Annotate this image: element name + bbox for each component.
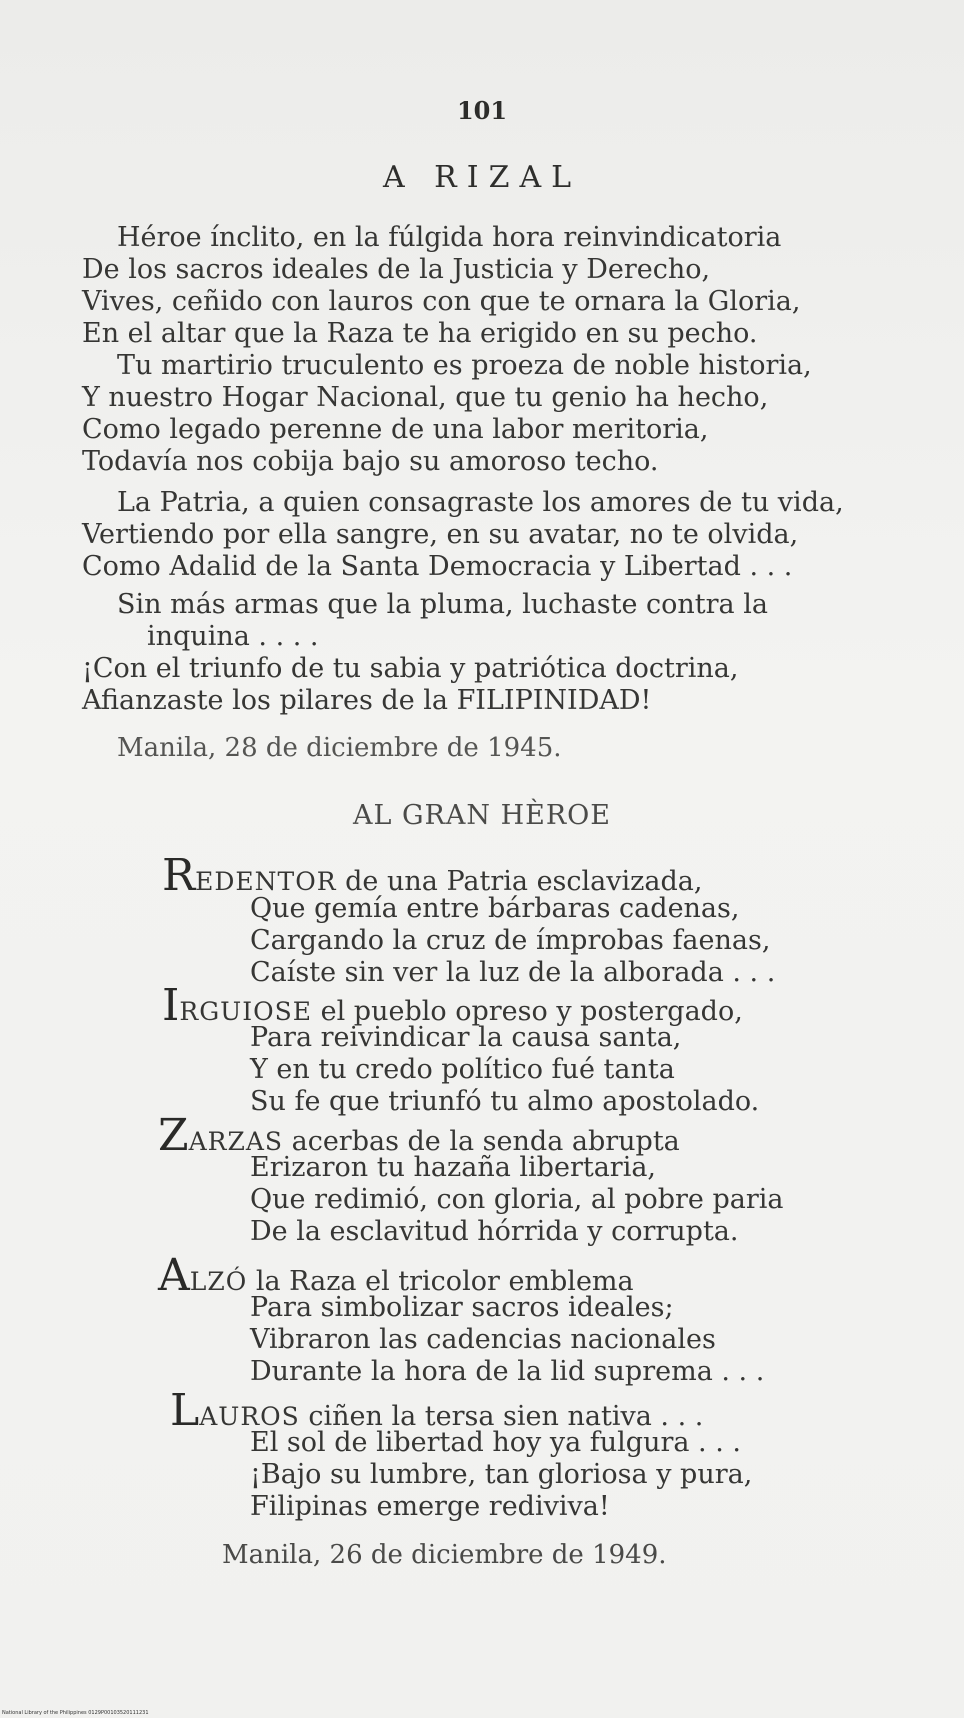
capitalized-word: ARZAS (188, 1127, 284, 1156)
line-rest: el pueblo opreso y postergado, (312, 996, 743, 1027)
verse-line: Caíste sin ver la luz de la alborada . . . (250, 957, 776, 988)
page-number: 101 (456, 96, 508, 125)
poem-date: Manila, 26 de diciembre de 1949. (222, 1540, 667, 1570)
poem-title-al-gran-heroe: AL GRAN HÈROE (352, 800, 612, 831)
verse-line: Afianzaste los pilares de la FILIPINIDAD! (82, 685, 652, 716)
capitalized-word: RGUIOSE (179, 997, 313, 1026)
verse-line: De la esclavitud hórrida y corrupta. (250, 1216, 739, 1247)
verse-line: Vives, ceñido con lauros con que te ornara la Gloria, (82, 286, 801, 317)
line-rest: ciñen la tersa sien nativa . . . (299, 1401, 704, 1432)
verse-line: Durante la hora de la lid suprema . . . (250, 1356, 765, 1387)
verse-line: Que redimió, con gloria, al pobre paria (250, 1184, 784, 1215)
verse-line: Para simbolizar sacros ideales; (250, 1292, 674, 1323)
verse-line: inquina . . . . (147, 621, 319, 652)
verse-line: De los sacros ideales de la Justicia y Derecho, (82, 254, 711, 285)
capitalized-word: AUROS (199, 1402, 300, 1431)
capitalized-word: EDENTOR (195, 867, 337, 896)
line-rest: la Raza el tricolor emblema (247, 1266, 634, 1297)
verse-line: ¡Bajo su lumbre, tan gloriosa y pura, (250, 1459, 753, 1490)
verse-line: Todavía nos cobija bajo su amoroso techo. (82, 446, 659, 477)
verse-line: Su fe que triunfó tu almo apostolado. (250, 1086, 760, 1117)
poem-title-a-rizal: A RIZAL (382, 160, 582, 195)
drop-cap-initial: Z (158, 1110, 189, 1161)
drop-cap-initial: A (158, 1250, 190, 1301)
verse-line: Vibraron las cadencias nacionales (250, 1324, 716, 1355)
verse-line: Héroe ínclito, en la fúlgida hora reinvindicatoria (117, 222, 782, 253)
line-rest: acerbas de la senda abrupta (283, 1126, 680, 1157)
verse-line: En el altar que la Raza te ha erigido en su pecho. (82, 318, 758, 349)
library-footer: National Library of the Philippines 0129P00103520111231 (2, 1710, 149, 1716)
verse-line: Filipinas emerge rediviva! (250, 1491, 610, 1522)
poem-date: Manila, 28 de diciembre de 1945. (117, 733, 562, 763)
verse-line: Cargando la cruz de ímprobas faenas, (250, 925, 771, 956)
verse-line: Como Adalid de la Santa Democracia y Libertad . . . (82, 551, 793, 582)
verse-line: Vertiendo por ella sangre, en su avatar, no te olvida, (82, 519, 799, 550)
verse-line: La Patria, a quien consagraste los amores de tu vida, (117, 487, 844, 518)
verse-line: Sin más armas que la pluma, luchaste contra la (117, 589, 768, 620)
verse-line: Para reivindicar la causa santa, (250, 1022, 682, 1053)
verse-line: Tu martirio truculento es proeza de noble historia, (117, 350, 812, 381)
verse-line: Y nuestro Hogar Nacional, que tu genio ha hecho, (82, 382, 769, 413)
verse-line: Erizaron tu hazaña libertaria, (250, 1152, 657, 1183)
verse-line: El sol de libertad hoy ya fulgura . . . (250, 1427, 741, 1458)
verse-line: Que gemía entre bárbaras cadenas, (250, 893, 740, 924)
verse-line: Como legado perenne de una labor meritoria, (82, 414, 709, 445)
drop-cap-initial: R (162, 850, 196, 901)
drop-cap-initial: I (162, 980, 180, 1031)
drop-cap-initial: L (170, 1385, 200, 1436)
verse-line: Y en tu credo político fué tanta (250, 1054, 675, 1085)
line-rest: de una Patria esclavizada, (336, 866, 703, 897)
capitalized-word: LZÓ (189, 1267, 248, 1296)
verse-line: ¡Con el triunfo de tu sabia y patriótica doctrina, (82, 653, 739, 684)
